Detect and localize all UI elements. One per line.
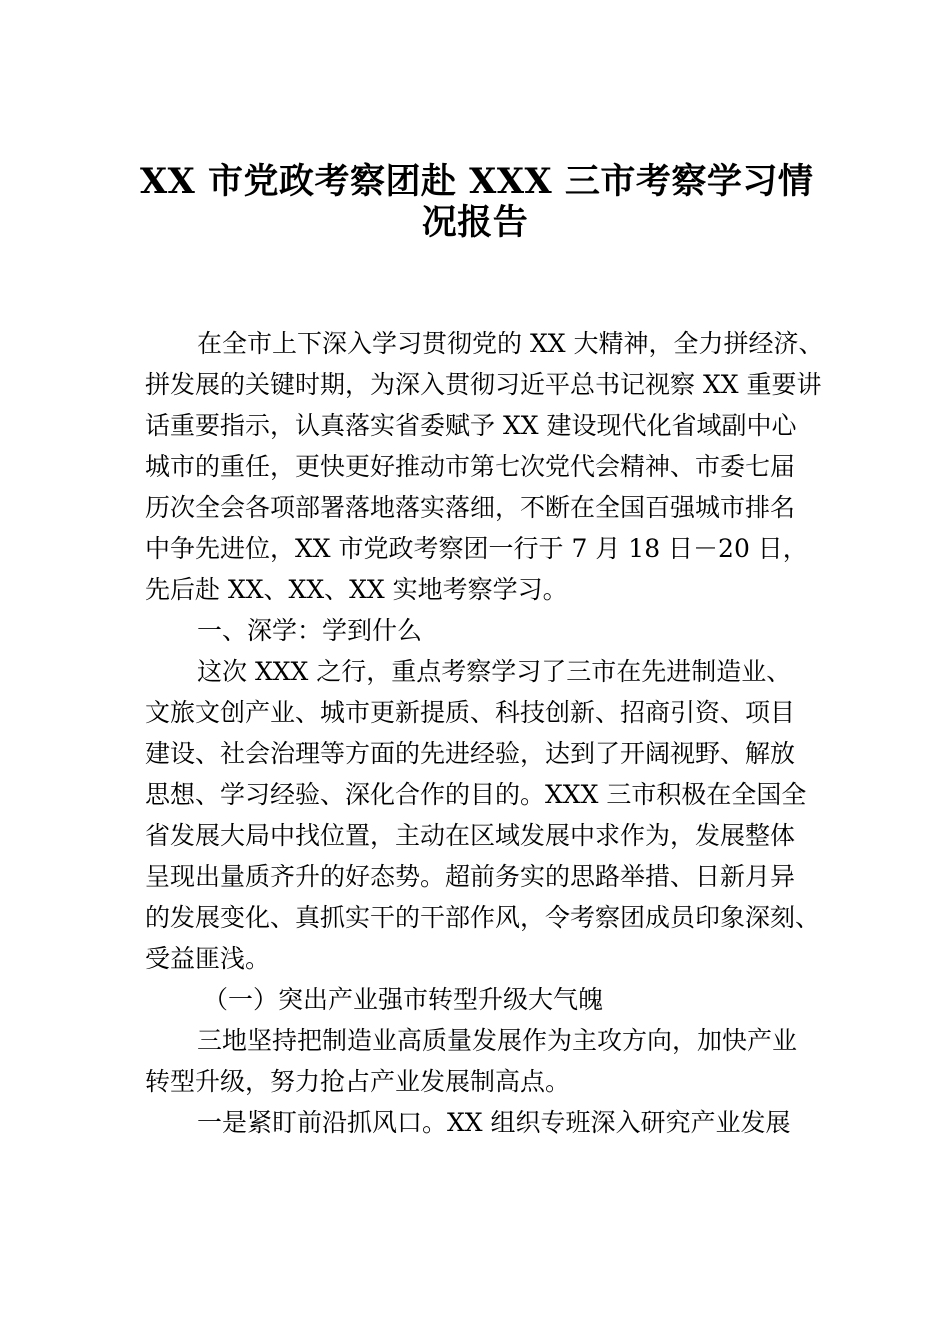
body-text-line: 转型升级，努力抢占产业发展制高点。 [145, 1067, 571, 1096]
body-text-line: 建设、社会治理等方面的先进经验，达到了开阔视野、解放 [145, 739, 796, 768]
body-text-line: 历次全会各项部署落地落实落细，不断在全国百强城市排名 [145, 493, 796, 522]
body-text-line: 在全市上下深入学习贯彻党的 XX 大精神，全力拼经济、 [197, 329, 824, 358]
body-text-line: 这次 XXX 之行，重点考察学习了三市在先进制造业、 [197, 657, 792, 686]
body-text-line: 中争先进位，XX 市党政考察团一行于 7 月 18 日－20 日， [145, 534, 808, 563]
body-text-line: 思想、学习经验、深化合作的目的。XXX 三市积极在全国全 [145, 780, 807, 809]
body-text-line: 的发展变化、真抓实干的干部作风，令考察团成员印象深刻、 [145, 903, 821, 932]
document-body [145, 323, 824, 1143]
body-text-line: 一、深学：学到什么 [197, 616, 423, 645]
document-title [140, 150, 814, 243]
title-line: XX 市党政考察团赴 XXX 三市考察学习情 [140, 161, 814, 202]
title-line: 况报告 [421, 202, 529, 243]
body-text-line: 话重要指示，认真落实省委赋予 XX 建设现代化省域副中心 [145, 411, 797, 440]
body-text-line: 拼发展的关键时期，为深入贯彻习近平总书记视察 XX 重要讲 [145, 370, 822, 399]
body-text-line: 三地坚持把制造业高质量发展作为主攻方向，加快产业 [197, 1026, 798, 1055]
body-text-line: 受益匪浅。 [145, 944, 271, 973]
body-text-line: 呈现出量质齐升的好态势。超前务实的思路举措、日新月异 [145, 862, 796, 891]
body-text-line: 先后赴 XX、XX、XX 实地考察学习。 [145, 575, 568, 604]
body-text-line: 城市的重任，更快更好推动市第七次党代会精神、市委七届 [145, 452, 796, 481]
body-text-line: 省发展大局中找位置，主动在区域发展中求作为，发展整体 [145, 821, 796, 850]
body-text-line: （一）突出产业强市转型升级大气魄 [203, 985, 604, 1014]
body-text-line: 一是紧盯前沿抓风口。XX 组织专班深入研究产业发展 [197, 1108, 791, 1137]
body-text-line: 文旅文创产业、城市更新提质、科技创新、招商引资、项目 [145, 698, 796, 727]
